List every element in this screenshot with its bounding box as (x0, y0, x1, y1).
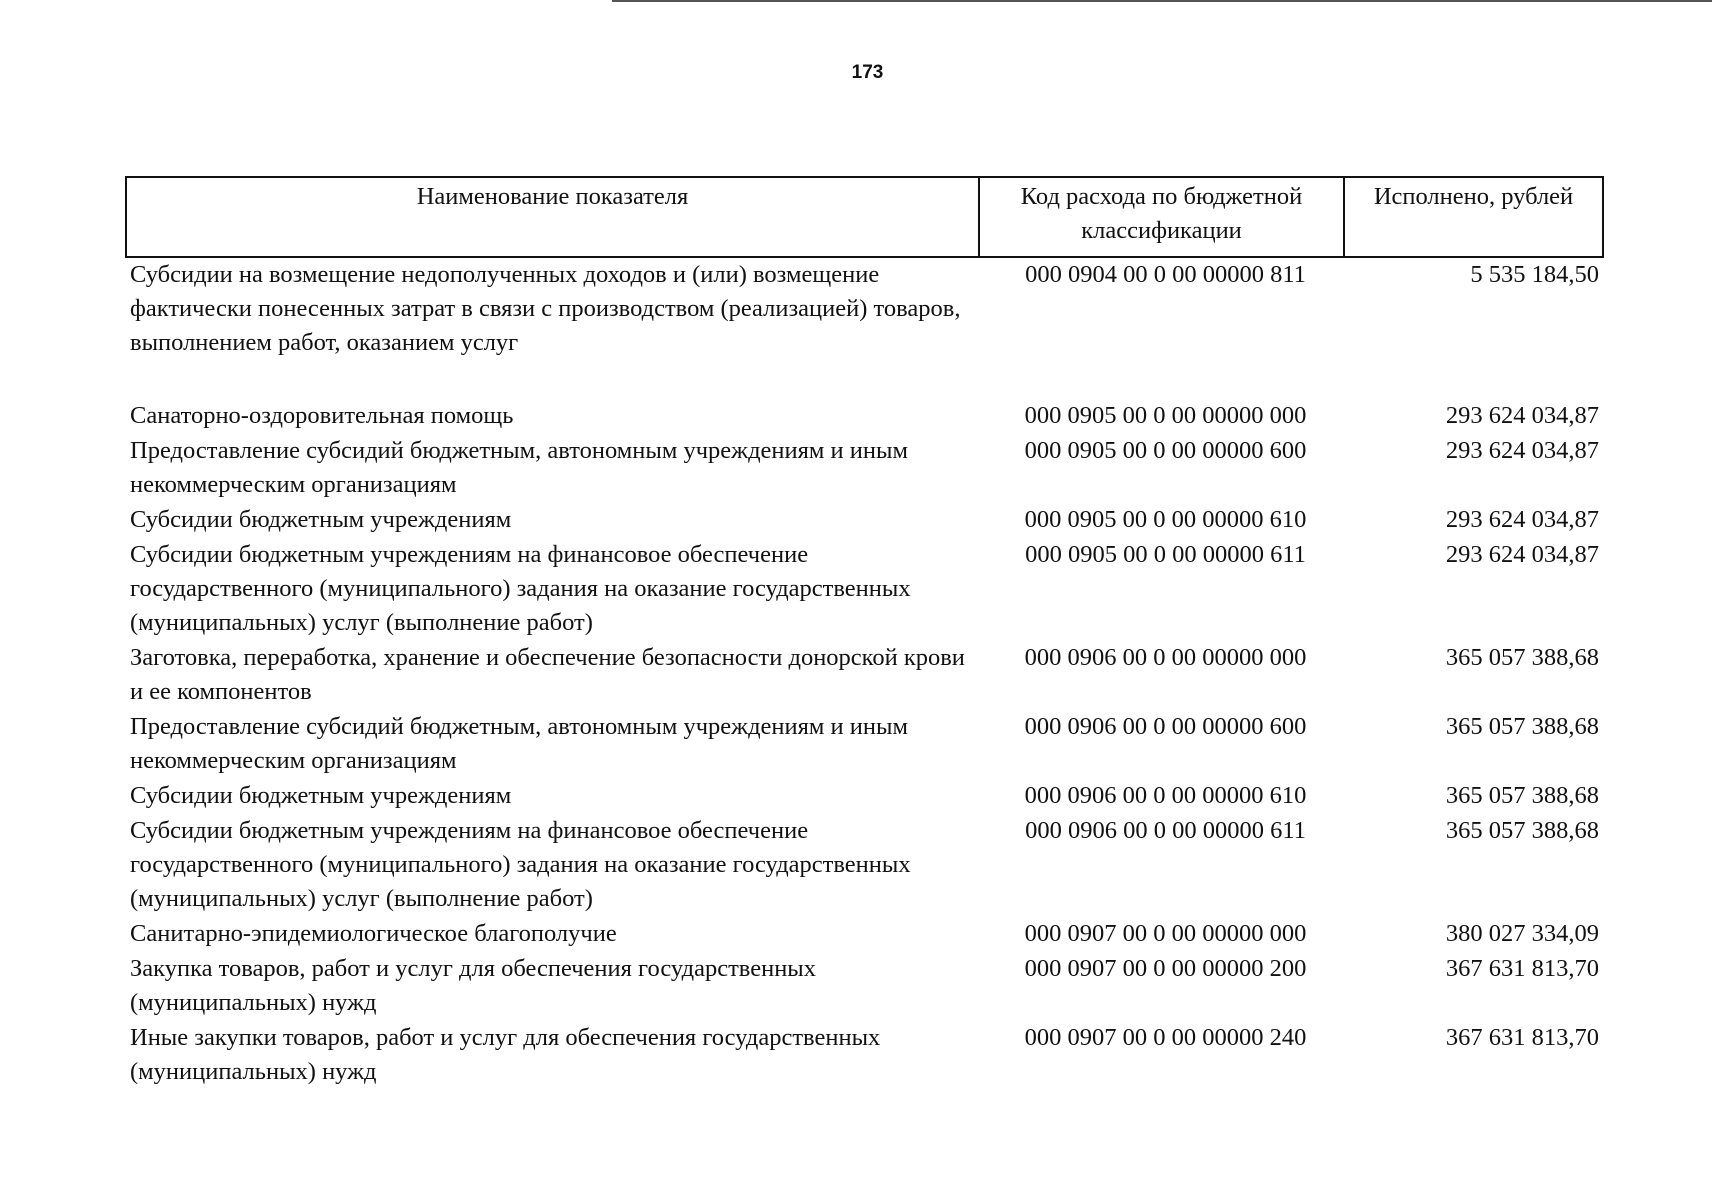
row-amount: 365 057 388,68 (1445, 713, 1599, 740)
table-row (126, 917, 1603, 952)
row-code: 000 0907 00 0 00 00000 240 (1024, 1024, 1307, 1051)
row-name: Предоставление субсидий бюджетным, автономным учреждениям и иным некоммерческим организациям (130, 713, 908, 774)
row-name: Субсидии на возмещение недополученных доходов и (или) возмещение фактически понесенных затрат в связи с производством (реализацией) товаров, выполнением работ, оказанием услуг (130, 261, 961, 356)
row-amount: 380 027 334,09 (1445, 920, 1599, 947)
row-name: Субсидии бюджетным учреждениям на финансовое обеспечение государственного (муниципального) задания на оказание государственных (муниципальных) услуг (выполнение работ) (130, 817, 911, 912)
budget-execution-table (125, 176, 1604, 1090)
table-row (126, 1021, 1603, 1090)
row-name: Санитарно-эпидемиологическое благополучие (130, 920, 617, 947)
header-amount: Исполнено, рублей (1344, 177, 1603, 257)
row-name: Санаторно-оздоровительная помощь (130, 402, 514, 429)
row-amount: 293 624 034,87 (1445, 402, 1599, 429)
table-row (126, 503, 1603, 538)
table-row (126, 710, 1603, 779)
row-amount: 293 624 034,87 (1445, 541, 1599, 568)
row-code: 000 0906 00 0 00 00000 610 (1024, 782, 1307, 809)
table-header (126, 177, 1603, 257)
row-amount: 293 624 034,87 (1445, 506, 1599, 533)
row-amount: 365 057 388,68 (1445, 817, 1599, 844)
budget-table-container (125, 176, 1602, 1090)
row-code: 000 0905 00 0 00 00000 000 (1024, 402, 1307, 429)
row-name: Субсидии бюджетным учреждениям (130, 782, 512, 809)
row-name: Заготовка, переработка, хранение и обеспечение безопасности донорской крови и ее компонентов (130, 644, 965, 705)
row-name: Субсидии бюджетным учреждениям на финансовое обеспечение государственного (муниципального) задания на оказание государственных (муниципальных) услуг (выполнение работ) (130, 541, 911, 636)
table-row (126, 814, 1603, 917)
table-body (126, 257, 1603, 1090)
row-name: Закупка товаров, работ и услуг для обеспечения государственных (муниципальных) нужд (130, 955, 817, 1016)
row-code: 000 0905 00 0 00 00000 611 (1025, 541, 1306, 568)
row-name: Субсидии бюджетным учреждениям (130, 506, 512, 533)
header-name: Наименование показателя (126, 177, 979, 257)
header-code: Код расхода по бюджетной классификации (979, 177, 1344, 257)
row-code: 000 0907 00 0 00 00000 200 (1024, 955, 1307, 982)
table-row (126, 538, 1603, 641)
top-rule (612, 0, 1712, 2)
table-row (126, 779, 1603, 814)
row-code: 000 0906 00 0 00 00000 600 (1024, 713, 1307, 740)
header-row (126, 177, 1603, 257)
table-row (126, 399, 1603, 434)
row-amount: 367 631 813,70 (1445, 1024, 1599, 1051)
row-name: Предоставление субсидий бюджетным, автономным учреждениям и иным некоммерческим организациям (130, 437, 908, 498)
table-row (126, 952, 1603, 1021)
table-row (126, 641, 1603, 710)
row-code: 000 0905 00 0 00 00000 610 (1024, 506, 1307, 533)
row-amount: 5 535 184,50 (1470, 261, 1599, 288)
table-row (126, 257, 1603, 361)
row-amount: 293 624 034,87 (1445, 437, 1599, 464)
row-code: 000 0906 00 0 00 00000 000 (1024, 644, 1307, 671)
row-code: 000 0904 00 0 00 00000 811 (1025, 261, 1306, 288)
row-code: 000 0905 00 0 00 00000 600 (1024, 437, 1307, 464)
row-name: Иные закупки товаров, работ и услуг для обеспечения государственных (муниципальных) нужд (130, 1024, 881, 1085)
row-amount: 365 057 388,68 (1445, 644, 1599, 671)
table-row (126, 434, 1603, 503)
row-amount: 367 631 813,70 (1445, 955, 1599, 982)
row-code: 000 0906 00 0 00 00000 611 (1025, 817, 1306, 844)
row-code: 000 0907 00 0 00 00000 000 (1024, 920, 1307, 947)
row-amount: 365 057 388,68 (1445, 782, 1599, 809)
row-spacer (126, 361, 1603, 399)
page-number: 173 (851, 62, 884, 83)
